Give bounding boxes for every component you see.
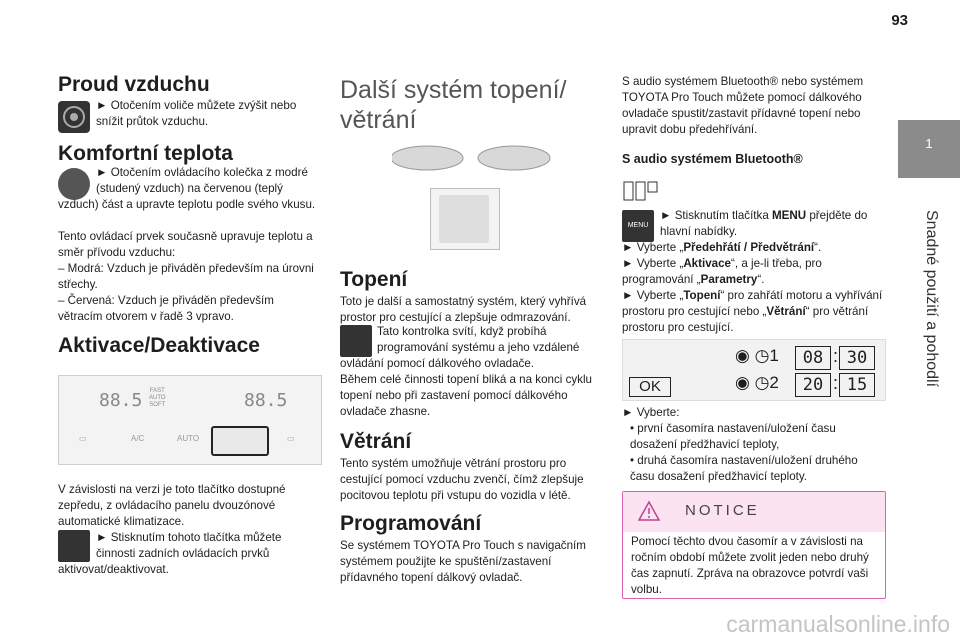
timer-2-row[interactable]: ◉ ◷2 <box>735 373 779 392</box>
rear-controls-icon <box>58 530 90 562</box>
radio-icon: ◉ <box>735 373 750 392</box>
select-heading: ► Vyberte: <box>622 406 680 419</box>
timer-1-row[interactable]: ◉ ◷1 <box>735 346 779 365</box>
bt-step-4: ► Vyberte „Topení“ pro zahřátí motoru a vyhřívání prostoru pro cestující nebo „Větrání“ pro větrání prostoru pro cestující. <box>622 289 883 334</box>
temperature-knob-icon <box>58 168 90 200</box>
separator: : <box>833 346 839 366</box>
heater-warning-light-icon <box>340 325 372 357</box>
steering-wheels-illustration <box>392 140 552 181</box>
programming-text: Se systémem TOYOTA Pro Touch s navigačním systémem použijte ke spuštění/zastavení přídavného topení dálkový ovladač. <box>340 539 586 584</box>
rear-controls-button[interactable] <box>211 426 269 456</box>
heading-activate: Aktivace/Deaktivace <box>58 334 260 357</box>
page-number: 93 <box>891 12 908 29</box>
comfort-text-3: Tento ovládací prvek současně upravuje teplotu a směr přívodu vzduchu: <box>58 230 313 259</box>
notice-text: Pomocí těchto dvou časomír a v závislosti na ročním období můžete zvolit jeden nebo druhý čas zapnutí. Zpráva na obrazovce potvrdí vaši volbu. <box>631 535 869 596</box>
timer-display <box>622 339 886 401</box>
heading-other-system: Další systém topení/ větrání <box>340 76 567 134</box>
auto-button[interactable]: AUTO <box>177 434 200 443</box>
heater-fan-icon <box>439 195 489 243</box>
heating-text-3: ovládání pomocí dálkového ovladače. <box>340 357 535 370</box>
heading-comfort: Komfortní teplota <box>58 142 233 165</box>
chapter-number: 1 <box>925 136 933 151</box>
intro-text: S audio systémem Bluetooth® nebo systémem TOYOTA Pro Touch můžete pomocí dálkového ovladače spustit/zastavit přídavné topení nebo upravit dobu předehřívání. <box>622 75 864 136</box>
bt-step-2: ► Vyberte „Předehřátí / Předvětrání“. <box>622 241 822 254</box>
rear-defrost-icon: ▭ <box>79 434 87 443</box>
comfort-text-1: ► Otočením ovládacího kolečka z modré (studený vzduch) na červenou (teplý <box>96 166 308 195</box>
notice-title: NOTICE <box>685 502 760 519</box>
radio-icon: ◉ <box>735 346 750 365</box>
select-item-1: • první časomíra nastavení/uložení času dosažení předžhavicí teploty, <box>630 422 836 451</box>
bt-step-3: ► Vyberte „Aktivace“, a je-li třeba, pro programování „Parametry“. <box>622 257 822 286</box>
heading-heating: Topení <box>340 268 408 291</box>
timer-2-hours[interactable]: 20 <box>795 373 831 397</box>
chapter-title: Snadné použití a pohodlí <box>923 210 940 388</box>
menu-button-icon: MENU <box>622 210 654 242</box>
airflow-text: ► Otočením voliče můžete zvýšit nebo snížit průtok vzduchu. <box>96 99 297 128</box>
heading-programming: Programování <box>340 512 482 535</box>
notice-box <box>622 491 886 599</box>
ok-button[interactable]: OK <box>629 377 671 397</box>
bt-step-1: ► Stisknutím tlačítka MENU přejděte do hlavní nabídky. <box>660 209 868 238</box>
panel-mode-labels: FAST AUTO SOFT <box>149 388 166 408</box>
warning-triangle-icon <box>637 500 661 527</box>
activate-text-2: ► Stisknutím tohoto tlačítka můžete činnosti zadních ovládacích prvků <box>96 531 282 560</box>
heating-text-2: Tato kontrolka svítí, když probíhá programování systému a jeho vzdálené <box>377 325 580 354</box>
clock-icon: ◷ <box>754 346 770 365</box>
comfort-text-4: – Modrá: Vzduch je přiváděn především na úrovni střechy. <box>58 262 314 291</box>
heading-ventilation: Větrání <box>340 430 412 453</box>
comfort-text-2: vzduch) část a upravte teplotu podle svého vkusu. <box>58 198 316 211</box>
timer-1-minutes[interactable]: 30 <box>839 346 875 370</box>
watermark: carmanualsonline.info <box>726 611 950 637</box>
activate-text-1: V závislosti na verzi je toto tlačítko dostupné zepředu, z ovládacího panelu dvouzónové automatické klimatizace. <box>58 483 286 528</box>
heating-text-4: Během celé činnosti topení bliká a na konci cyklu topení nebo při zastavení pomocí dálkového ovladače zhasne. <box>340 373 592 418</box>
heating-text-1: Toto je další a samostatný systém, který vyhřívá prostor pro cestující a zlepšuje odmrazování. <box>340 295 587 324</box>
heater-switch-illustration <box>430 188 500 250</box>
ac-button[interactable]: A/C <box>131 434 145 443</box>
select-item-2: • druhá časomíra nastavení/uložení druhého času dosažení předžhavicí teploty. <box>630 454 858 483</box>
heading-airflow: Proud vzduchu <box>58 73 210 96</box>
front-defrost-icon: ▭ <box>287 434 295 443</box>
climate-control-panel <box>58 375 322 465</box>
ventilation-text: Tento systém umožňuje větrání prostoru pro cestující pomocí vzduchu zvenčí, čímž zlepšuje pocitovou teplotu při vstupu do vozidla v létě. <box>340 457 584 502</box>
panel-left-temp: 88.5 <box>99 390 143 411</box>
timer-2-minutes[interactable]: 15 <box>839 373 875 397</box>
comfort-text-5: – Červená: Vzduch je přiváděn především větracím otvorem v řadě 3 vpravo. <box>58 294 274 323</box>
heading-bluetooth: S audio systémem Bluetooth® <box>622 152 803 166</box>
bluetooth-audio-icon <box>622 180 658 202</box>
fan-knob-icon <box>58 101 90 133</box>
activate-text-3: aktivovat/deaktivovat. <box>58 563 169 576</box>
timer-1-hours[interactable]: 08 <box>795 346 831 370</box>
panel-right-temp: 88.5 <box>244 390 288 411</box>
separator: : <box>833 373 839 393</box>
clock-icon: ◷ <box>754 373 770 392</box>
